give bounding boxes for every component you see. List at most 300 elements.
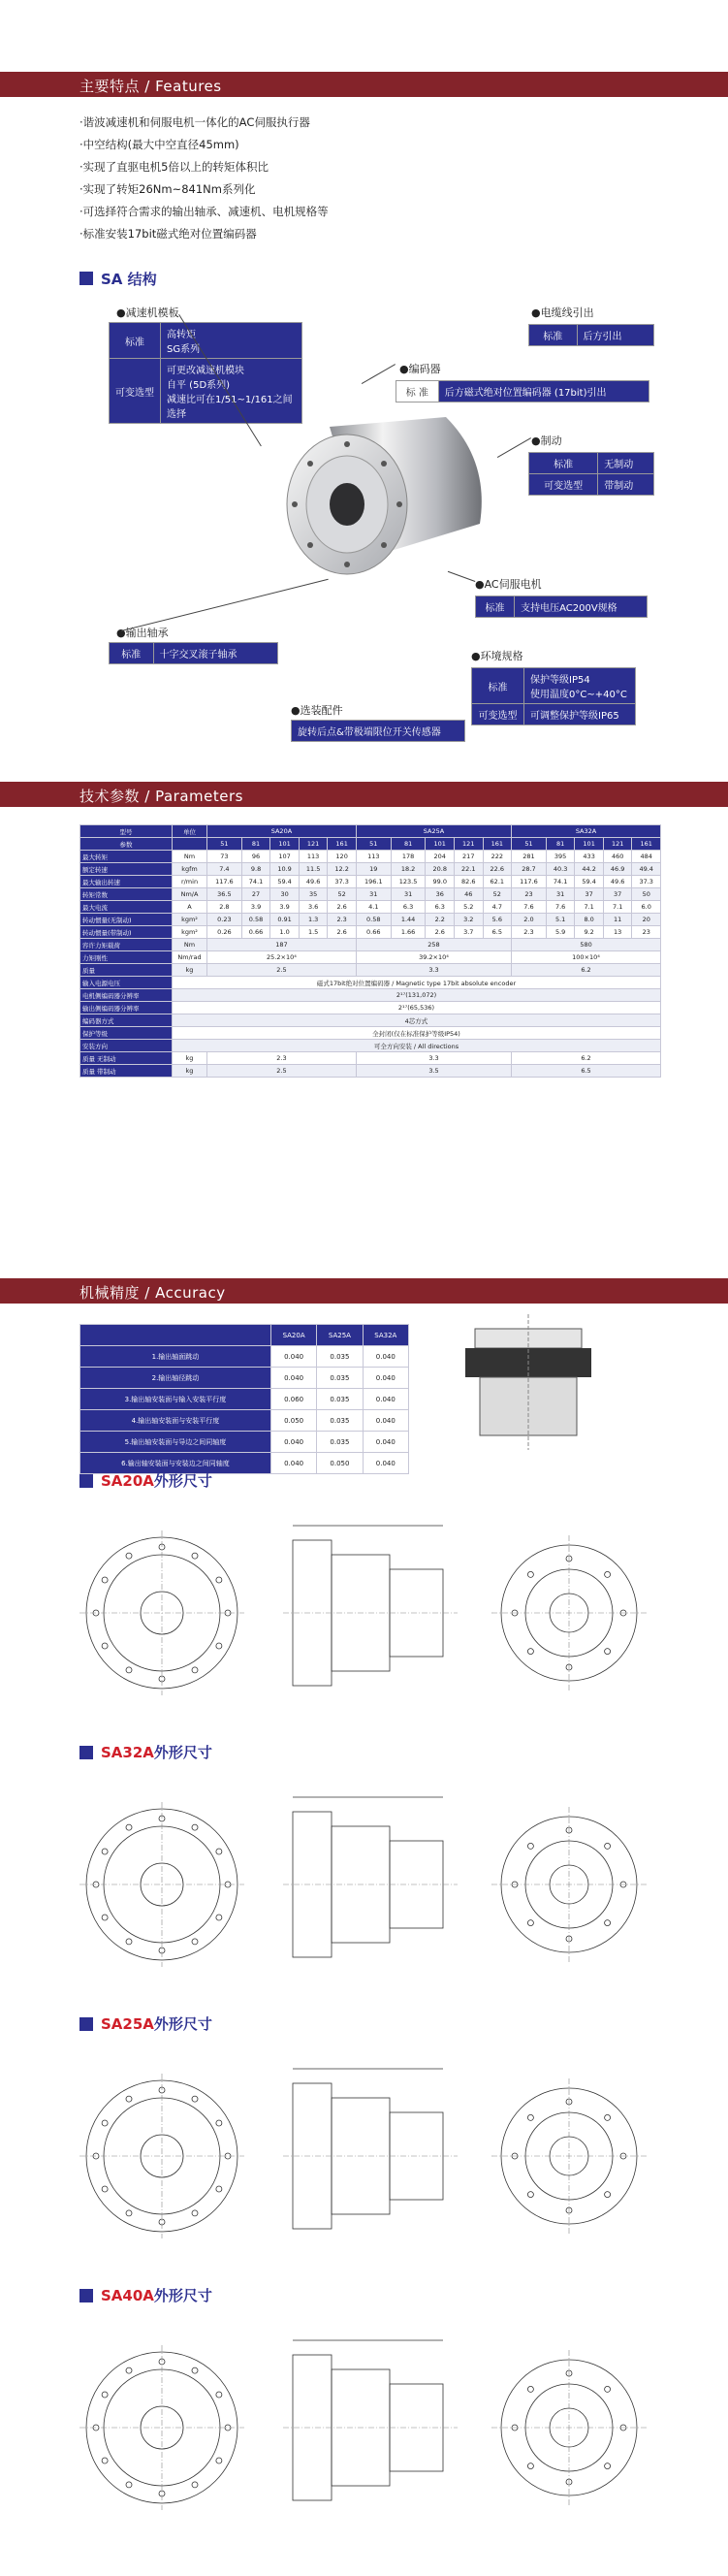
param-value: 23 — [512, 888, 547, 901]
param-name: 编码器方式 — [80, 1014, 173, 1027]
accuracy-value: 0.040 — [270, 1346, 316, 1368]
drawing-line — [216, 2392, 222, 2398]
param-value: 0.58 — [241, 914, 270, 926]
drawing-line — [126, 2210, 132, 2216]
motor-std-value: 支持电压AC200V规格 — [515, 596, 648, 618]
param-value: 82.6 — [455, 876, 484, 888]
param-value: 2¹⁷(131,072) — [173, 989, 661, 1002]
param-value: 3.7 — [455, 926, 484, 939]
dim-model: SA40A — [101, 2287, 154, 2304]
accuracy-name: 5.输出轴安装面与导边之间同轴度 — [80, 1432, 271, 1453]
param-value: 460 — [603, 851, 632, 863]
param-value: 36 — [426, 888, 455, 901]
param-value: 6.2 — [512, 964, 661, 977]
param-value: 31 — [546, 888, 575, 901]
param-value: 5.1 — [546, 914, 575, 926]
param-value: 7.6 — [512, 901, 547, 914]
param-value: 222 — [483, 851, 512, 863]
dim-suffix: 外形尺寸 — [153, 2287, 212, 2304]
param-value: 117.6 — [512, 876, 547, 888]
param-value: 50 — [632, 888, 661, 901]
drawing-line — [527, 1920, 533, 1926]
param-value: 49.4 — [632, 863, 661, 876]
dim-model: SA20A — [101, 1472, 154, 1490]
param-unit: kgm² — [173, 926, 207, 939]
accuracy-name: 2.输出轴径跳动 — [80, 1368, 271, 1389]
drawing-line — [102, 2392, 108, 2398]
param-row — [80, 863, 661, 876]
param-value: 37 — [575, 888, 604, 901]
accuracy-value: 0.040 — [363, 1389, 408, 1410]
param-value: 28.7 — [512, 863, 547, 876]
accuracy-value: 0.040 — [363, 1368, 408, 1389]
cable-std-value: 后方引出 — [577, 325, 654, 346]
accuracy-value: 0.040 — [270, 1432, 316, 1453]
env-table — [471, 667, 636, 725]
param-value: 11.5 — [299, 863, 328, 876]
accuracy-value: 0.040 — [363, 1432, 408, 1453]
drawing-line — [192, 1824, 198, 1830]
param-name: 质量 — [80, 964, 173, 977]
motor-std-label: 标准 — [476, 596, 515, 618]
accuracy-value: 0.035 — [317, 1368, 363, 1389]
model-header: SA25A — [356, 825, 511, 838]
drawing-line — [102, 1643, 108, 1649]
param-value: 磁式17bit绝对位置编码器 / Magnetic type 17bit absolute encoder — [173, 977, 661, 989]
param-value: 31 — [391, 888, 426, 901]
param-row — [80, 876, 661, 888]
param-value: 4芯方式 — [173, 1014, 661, 1027]
param-value: 59.4 — [575, 876, 604, 888]
param-value: 2.3 — [328, 914, 357, 926]
accessory-heading: ●选装配件 — [291, 704, 343, 717]
param-value: 5.6 — [483, 914, 512, 926]
param-value: 580 — [512, 939, 661, 951]
param-value: 395 — [546, 851, 575, 863]
dim-drawing-sa25a — [79, 2045, 661, 2268]
drawing-line — [192, 2482, 198, 2488]
param-row — [80, 901, 661, 914]
param-name: 容许力矩载荷 — [80, 939, 173, 951]
accuracy-value: 0.060 — [270, 1389, 316, 1410]
parameters-heading: 技术参数 / Parameters — [79, 788, 243, 805]
param-value: 49.6 — [603, 876, 632, 888]
brake-opt-value: 带制动 — [598, 474, 654, 496]
brake-table — [528, 452, 654, 496]
feature-item: ·中空结构(最大中空直径45mm) — [79, 138, 239, 151]
brake-opt-label: 可变选型 — [529, 474, 598, 496]
param-value: 20 — [632, 914, 661, 926]
env-std-value: 保护等级IP54 使用温度0°C~+40°C — [524, 668, 636, 704]
reducer-opt-value: 可更改减速机模块 自平 (5D系列) 减速比可在1/51~1/161之间选择 — [161, 359, 302, 424]
param-row — [80, 939, 661, 951]
drawing-line — [102, 2120, 108, 2126]
feature-item: ·谐波减速机和伺服电机一体化的AC伺服执行器 — [79, 115, 310, 129]
param-value: 2.5 — [207, 1065, 357, 1078]
param-unit: r/min — [173, 876, 207, 888]
param-unit: Nm/rad — [173, 951, 207, 964]
parameters-banner — [0, 782, 728, 807]
accuracy-heading: 机械精度 / Accuracy — [79, 1284, 226, 1302]
drawing-line — [605, 1920, 611, 1926]
cable-std-label: 标准 — [529, 325, 578, 346]
drawing-line — [126, 2482, 132, 2488]
feature-item: ·实现了直驱电机5倍以上的转矩体积比 — [79, 160, 269, 174]
accuracy-row — [80, 1410, 409, 1432]
dim-drawing-sa20a — [79, 1501, 661, 1724]
encoder-std-label: 标 准 — [396, 381, 439, 402]
accuracy-name: 1.输出轴面跳动 — [80, 1346, 271, 1368]
param-row — [80, 914, 661, 926]
param-name: 输入电源电压 — [80, 977, 173, 989]
param-value: 1.3 — [299, 914, 328, 926]
drawing-line — [102, 2458, 108, 2463]
drawing-line — [192, 2367, 198, 2373]
param-value: 74.1 — [241, 876, 270, 888]
param-value: 433 — [575, 851, 604, 863]
param-value: 6.3 — [391, 901, 426, 914]
accuracy-value: 0.035 — [317, 1389, 363, 1410]
encoder-std-value: 后方磁式绝对位置编码器 (17bit)引出 — [438, 381, 649, 402]
structure-title: SA 结构 — [101, 271, 157, 288]
param-value: 2.3 — [207, 1052, 357, 1065]
param-row — [80, 1052, 661, 1065]
param-name: 电机侧编码器分辨率 — [80, 989, 173, 1002]
param-value: 5.2 — [455, 901, 484, 914]
param-value: 5.9 — [546, 926, 575, 939]
cable-heading: ●电缆线引出 — [531, 306, 594, 319]
param-value: 4.1 — [356, 901, 391, 914]
dim-title — [101, 1470, 212, 1491]
drawing-line — [605, 2192, 611, 2198]
section-square-icon — [79, 1474, 93, 1488]
drawing-line — [126, 2096, 132, 2102]
param-value: 11 — [603, 914, 632, 926]
drawing-line — [216, 1577, 222, 1583]
param-value: 6.3 — [426, 901, 455, 914]
param-value: 6.5 — [512, 1065, 661, 1078]
accuracy-row — [80, 1346, 409, 1368]
param-value: 37.3 — [328, 876, 357, 888]
param-value: 2.6 — [328, 901, 357, 914]
param-value: 27 — [241, 888, 270, 901]
param-value: 258 — [356, 939, 511, 951]
param-name: 转矩常数 — [80, 888, 173, 901]
drawing-line — [192, 2096, 198, 2102]
param-value: 3.9 — [241, 901, 270, 914]
param-value: 4.7 — [483, 901, 512, 914]
reducer-opt-label: 可变选型 — [110, 359, 161, 424]
param-row — [80, 926, 661, 939]
param-unit: kg — [173, 964, 207, 977]
param-value: 0.23 — [207, 914, 242, 926]
encoder-heading: ●编码器 — [399, 363, 441, 375]
accuracy-value: 0.040 — [363, 1346, 408, 1368]
accuracy-value: 0.035 — [317, 1410, 363, 1432]
accuracy-value: 0.050 — [270, 1410, 316, 1432]
accuracy-table — [79, 1324, 409, 1474]
param-value: 6.0 — [632, 901, 661, 914]
param-unit: A — [173, 901, 207, 914]
drawing-line — [216, 2120, 222, 2126]
param-name: 力矩刚性 — [80, 951, 173, 964]
param-name: 额定转速 — [80, 863, 173, 876]
param-unit: kg — [173, 1065, 207, 1078]
param-value: 2.8 — [207, 901, 242, 914]
drawing-line — [102, 1849, 108, 1854]
param-value: 25.2×10⁴ — [207, 951, 357, 964]
param-value: 8.0 — [575, 914, 604, 926]
param-value: 281 — [512, 851, 547, 863]
param-value: 0.66 — [356, 926, 391, 939]
param-row — [80, 1002, 661, 1014]
drawing-line — [216, 1643, 222, 1649]
drawing-line — [527, 2192, 533, 2198]
dim-drawing-sa32a — [79, 1773, 661, 1996]
drawing-line — [527, 2114, 533, 2120]
param-value: 52 — [483, 888, 512, 901]
param-row — [80, 1065, 661, 1078]
param-value: 187 — [207, 939, 357, 951]
param-value: 62.1 — [483, 876, 512, 888]
param-value: 22.6 — [483, 863, 512, 876]
brake-std-label: 标准 — [529, 453, 598, 474]
drawing-line — [527, 2386, 533, 2392]
param-value: 196.1 — [356, 876, 391, 888]
param-value: 100×10⁴ — [512, 951, 661, 964]
param-value: 46 — [455, 888, 484, 901]
unit-header: 单位 — [173, 825, 207, 838]
drawing-line — [192, 1939, 198, 1945]
ratio-cell: 101 — [426, 838, 455, 851]
accuracy-value: 0.040 — [270, 1368, 316, 1389]
param-value: 0.58 — [356, 914, 391, 926]
param-unit: kg — [173, 1052, 207, 1065]
param-value: 0.66 — [241, 926, 270, 939]
param-value: 3.3 — [356, 964, 511, 977]
acc-model: SA20A — [270, 1325, 316, 1346]
accuracy-drawing — [456, 1309, 601, 1455]
model-header: SA20A — [207, 825, 357, 838]
ratio-cell: 161 — [328, 838, 357, 851]
param-value: 35 — [299, 888, 328, 901]
param-unit: Nm/A — [173, 888, 207, 901]
param-row — [80, 964, 661, 977]
param-value: 484 — [632, 851, 661, 863]
param-row — [80, 1040, 661, 1052]
reducer-heading: ●减速机模板 — [116, 306, 179, 319]
accessory-value: 旋转后点&带极端限位开关传感器 — [292, 721, 465, 742]
drawing-line — [216, 2458, 222, 2463]
param-value: 7.1 — [575, 901, 604, 914]
param-value: 1.5 — [299, 926, 328, 939]
param-value: 96 — [241, 851, 270, 863]
param-value: 36.5 — [207, 888, 242, 901]
ratio-cell: 161 — [632, 838, 661, 851]
param-value: 46.9 — [603, 863, 632, 876]
param-value: 113 — [299, 851, 328, 863]
param-value: 全封闭(仅在标准保护等级IP54) — [173, 1027, 661, 1040]
param-value: 1.0 — [270, 926, 300, 939]
reducer-std-label: 标准 — [110, 323, 161, 359]
accuracy-row — [80, 1389, 409, 1410]
param-name: 最大转矩 — [80, 851, 173, 863]
param-value: 20.8 — [426, 863, 455, 876]
param-value: 7.6 — [546, 901, 575, 914]
param-value: 74.1 — [546, 876, 575, 888]
dim-model: SA32A — [101, 1744, 154, 1761]
drawing-line — [126, 2367, 132, 2373]
param-name: 输出侧编码器分辨率 — [80, 1002, 173, 1014]
param-value: 107 — [270, 851, 300, 863]
param-value: 217 — [455, 851, 484, 863]
section-square-icon — [79, 1746, 93, 1759]
param-value: 3.3 — [356, 1052, 511, 1065]
brake-std-value: 无制动 — [598, 453, 654, 474]
param-row — [80, 977, 661, 989]
drawing-line — [102, 1577, 108, 1583]
drawing-line — [216, 1849, 222, 1854]
param-value: 52 — [328, 888, 357, 901]
param-value: 19 — [356, 863, 391, 876]
param-name: 安装方向 — [80, 1040, 173, 1052]
accuracy-name: 4.输出轴安装面与安装平行度 — [80, 1410, 271, 1432]
param-value: 9.8 — [241, 863, 270, 876]
drawing-line — [527, 2463, 533, 2469]
param-value: 39.2×10⁴ — [356, 951, 511, 964]
param-value: 44.2 — [575, 863, 604, 876]
ratio-cell: 51 — [207, 838, 242, 851]
ratio-cell: 101 — [270, 838, 300, 851]
reducer-std-value: 高转矩 SG系列 — [161, 323, 302, 359]
param-header: 型号 — [80, 825, 173, 838]
param-name: 质量 无制动 — [80, 1052, 173, 1065]
feature-item: ·标准安装17bit磁式绝对位置编码器 — [79, 227, 257, 241]
ratio-cell: 81 — [546, 838, 575, 851]
bearing-table — [109, 642, 278, 664]
param-value: 0.26 — [207, 926, 242, 939]
param-row — [80, 1014, 661, 1027]
param-value: 3.2 — [455, 914, 484, 926]
dim-title — [101, 2013, 212, 2034]
dim-drawing-sa40a — [79, 2316, 661, 2539]
param-value: 59.4 — [270, 876, 300, 888]
accessory-table — [291, 720, 465, 742]
param-row — [80, 888, 661, 901]
drawing-line — [605, 1843, 611, 1849]
drawing-line — [126, 1667, 132, 1673]
drawing-line — [126, 1553, 132, 1559]
param-value: 13 — [603, 926, 632, 939]
dim-title — [101, 1742, 212, 1762]
accuracy-row — [80, 1432, 409, 1453]
param-row — [80, 851, 661, 863]
param-value: 23 — [632, 926, 661, 939]
param-value: 2.2 — [426, 914, 455, 926]
param-value: 12.2 — [328, 863, 357, 876]
accuracy-banner — [0, 1278, 728, 1304]
param-value: 2.5 — [207, 964, 357, 977]
accuracy-name: 6.输出轴安装面与安装边之间同轴度 — [80, 1453, 271, 1474]
leader-line — [362, 364, 396, 384]
dim-suffix: 外形尺寸 — [153, 2015, 212, 2033]
drawing-line — [605, 1649, 611, 1655]
feature-item: ·可选择符合需求的输出轴承、减速机、电机规格等 — [79, 205, 329, 218]
param-value: 3.9 — [270, 901, 300, 914]
drawing-line — [126, 1939, 132, 1945]
param-value: 120 — [328, 851, 357, 863]
param-value: 18.2 — [391, 863, 426, 876]
param-value: 2.6 — [426, 926, 455, 939]
accuracy-value: 0.040 — [363, 1410, 408, 1432]
drawing-line — [192, 1553, 198, 1559]
section-square-icon — [79, 2289, 93, 2302]
ratio-cell: 81 — [391, 838, 426, 851]
param-value: 可全方向安装 / All directions — [173, 1040, 661, 1052]
dim-suffix: 外形尺寸 — [153, 1472, 212, 1490]
param-name: 转动惯量(无制动) — [80, 914, 173, 926]
accuracy-value: 0.035 — [317, 1346, 363, 1368]
param-name: 转动惯量(带制动) — [80, 926, 173, 939]
param-value: 2.6 — [328, 926, 357, 939]
accuracy-value: 0.050 — [317, 1453, 363, 1474]
ratio-cell: 51 — [356, 838, 391, 851]
drawing-line — [605, 2114, 611, 2120]
param-value: 6.2 — [512, 1052, 661, 1065]
param-value: 3.5 — [356, 1065, 511, 1078]
accuracy-value: 0.035 — [317, 1432, 363, 1453]
ratio-cell: 121 — [455, 838, 484, 851]
acc-model: SA32A — [363, 1325, 408, 1346]
accuracy-value: 0.040 — [270, 1453, 316, 1474]
param-value: 22.1 — [455, 863, 484, 876]
param-name: 最大电流 — [80, 901, 173, 914]
ratio-cell: 121 — [603, 838, 632, 851]
brake-heading: ●制动 — [531, 435, 562, 447]
param-row — [80, 951, 661, 964]
param-row — [80, 1027, 661, 1040]
param-value: 123.5 — [391, 876, 426, 888]
features-banner — [0, 72, 728, 97]
dim-model: SA25A — [101, 2015, 154, 2033]
ratio-cell: 51 — [512, 838, 547, 851]
param-value: 2.3 — [512, 926, 547, 939]
env-opt-value: 可调整保护等级IP65 — [524, 704, 636, 725]
param-row — [80, 989, 661, 1002]
param-value: 0.91 — [270, 914, 300, 926]
param-value: 6.5 — [483, 926, 512, 939]
param-value: 49.6 — [299, 876, 328, 888]
param-value: 7.4 — [207, 863, 242, 876]
param-value: 1.44 — [391, 914, 426, 926]
drawing-line — [605, 2463, 611, 2469]
param-value: 7.1 — [603, 901, 632, 914]
ratio-cell: 121 — [299, 838, 328, 851]
drawing-line — [527, 1649, 533, 1655]
param-value: 99.0 — [426, 876, 455, 888]
cable-table — [528, 324, 654, 346]
env-heading: ●环境规格 — [471, 650, 523, 662]
param-value: 113 — [356, 851, 391, 863]
drawing-line — [102, 2186, 108, 2192]
param-value: 10.9 — [270, 863, 300, 876]
drawing-line — [192, 1667, 198, 1673]
param-name: 质量 带制动 — [80, 1065, 173, 1078]
drawing-line — [527, 1571, 533, 1577]
drawing-line — [192, 2210, 198, 2216]
section-square-icon — [79, 272, 93, 285]
param-value: 2¹⁷(65,536) — [173, 1002, 661, 1014]
